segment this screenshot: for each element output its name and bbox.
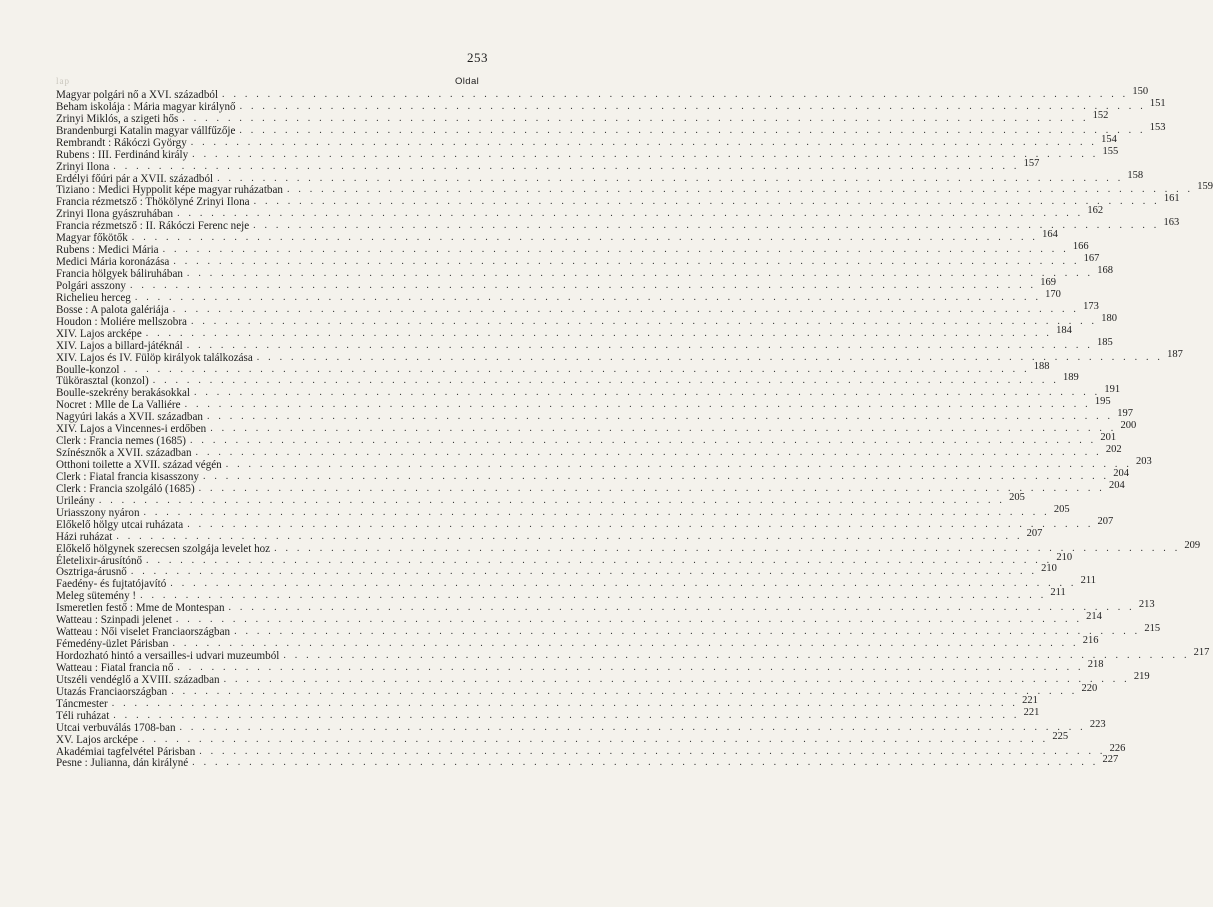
dot-leader: . . . . . . . . . . . . . . . . . . . . . . . . . . . . . . . . . . . . . . . . . . . . . . . . . . . . . . . . . . . . . . . . . . . . . . . . . . . . . . . . — [223, 673, 1130, 685]
toc-entry-title: Francia rézmetsző : II. Rákóczi Ferenc neje — [56, 220, 250, 233]
toc-entry — [56, 408, 1133, 424]
toc-entry-title: Zrinyi Ilona — [56, 160, 110, 173]
toc-entry-page: 161 — [1163, 193, 1180, 205]
toc-entry-page: 153 — [1149, 121, 1166, 133]
toc-entry-page: 151 — [1149, 97, 1166, 109]
dot-leader: . . . . . . . . . . . . . . . . . . . . . . . . . . . . . . . . . . . . . . . . . . . . . . . . . . . . . . . . . . . . . . . . . . . . . . . . . . . . . . . . — [228, 602, 1135, 614]
toc-entry-title: Boulle-konzol — [56, 363, 120, 376]
toc-entry-page: 223 — [1089, 718, 1106, 730]
toc-entry-page: 155 — [1102, 145, 1119, 157]
toc-entry-title: Hordozható hintó a versailles-i udvari muzeumból — [56, 650, 280, 662]
toc-entry — [56, 742, 1126, 758]
dot-leader: . . . . . . . . . . . . . . . . . . . . . . . . . . . . . . . . . . . . . . . . . . . . . . . . . . . . . . . . . . . . . . . . . . . . . . . . . . . . . . . . — [195, 447, 1102, 459]
toc-entry — [56, 682, 1098, 698]
toc-entry-page: 204 — [1108, 479, 1125, 491]
toc-entry-page: 180 — [1101, 312, 1117, 324]
dot-leader: . . . . . . . . . . . . . . . . . . . . . . . . . . . . . . . . . . . . . . . . . . . . . . . . . . . . . . . . . . . . . . . . . . . . . . . . . . . . . . . . — [202, 470, 1110, 482]
toc-entry-title: Clerk : Francia szolgáló (1685) — [56, 482, 195, 495]
toc-entry — [56, 300, 1099, 316]
dot-leader: . . . . . . . . . . . . . . . . . . . . . . . . . . . . . . . . . . . . . . . . . . . . . . . . . . . . . . . . . . . . . . . . . . . . . . . . . . . . . . . . — [190, 136, 1098, 148]
dot-leader: . . . . . . . . . . . . . . . . . . . . . . . . . . . . . . . . . . . . . . . . . . . . . . . . . . . . . . . . . . . . . . . . . . . . . . . . . . . . . . . . — [253, 196, 1160, 208]
toc-entry-page: 216 — [1082, 635, 1099, 647]
toc-entry-title: Faedény- és fujtatójavító — [56, 578, 167, 591]
toc-entry — [56, 157, 1040, 173]
toc-entry-title: Magyar polgári nő a XVI. századból — [56, 88, 219, 101]
toc-entry-page: 163 — [1163, 217, 1180, 229]
dot-leader: . . . . . . . . . . . . . . . . . . . . . . . . . . . . . . . . . . . . . . . . . . . . . . . . . . . . . . . . . . . . . . . . . . . . . . . . . . . . . . . . — [134, 291, 1042, 303]
toc-entry — [56, 336, 1113, 352]
dot-leader: . . . . . . . . . . . . . . . . . . . . . . . . . . . . . . . . . . . . . . . . . . . . . . . . . . . . . . . . . . . . . . . . . . . . . . . . . . . . . . . . — [210, 423, 1117, 435]
toc-entry — [56, 587, 1066, 603]
toc-entry — [56, 718, 1106, 734]
toc-entry-title: Zrinyi Ilona gyászruhában — [56, 208, 174, 221]
toc-entry-title: Watteau : Szinpadi jelenet — [56, 614, 172, 627]
dot-leader: . . . . . . . . . . . . . . . . . . . . . . . . . . . . . . . . . . . . . . . . . . . . . . . . . . . . . . . . . . . . . . . . . . . . . . . . . . . . . . . . — [113, 160, 1020, 172]
toc-entry — [56, 109, 1109, 125]
toc-entry-page: 184 — [1056, 324, 1072, 336]
toc-entry-page: 214 — [1086, 611, 1102, 623]
toc-entry — [56, 145, 1119, 161]
toc-entry-title: Akadémiai tagfelvétel Párisban — [56, 745, 196, 758]
toc-entry-page: 218 — [1087, 658, 1104, 670]
toc-entry — [56, 276, 1057, 292]
toc-entry-title: Utszéli vendéglő a XVIII. században — [56, 673, 220, 686]
dot-leader: . . . . . . . . . . . . . . . . . . . . . . . . . . . . . . . . . . . . . . . . . . . . . . . . . . . . . . . . . . . . . . . . . . . . . . . . . . . . . . . . — [175, 614, 1083, 626]
toc-entry — [56, 348, 1183, 364]
dot-leader: . . . . . . . . . . . . . . . . . . . . . . . . . . . . . . . . . . . . . . . . . . . . . . . . . . . . . . . . . . . . . . . . . . . . . . . . . . . . . . . . — [286, 184, 1194, 196]
toc-entry — [56, 169, 1144, 185]
toc-entry-title: Nocret : Mlle de La Valliére — [56, 399, 181, 412]
toc-entry — [56, 515, 1114, 531]
toc-entry-page: 220 — [1081, 682, 1098, 694]
toc-entry-title: Boulle-szekrény berakásokkal — [56, 387, 190, 400]
toc-entry — [56, 85, 1149, 101]
toc-entry-title: Urileány — [56, 494, 95, 507]
faint-mark: lap — [56, 76, 70, 86]
toc-entry-page: 162 — [1087, 205, 1104, 217]
toc-entry-title: Francia hölgyek báliruhában — [56, 268, 183, 280]
dot-leader: . . . . . . . . . . . . . . . . . . . . . . . . . . . . . . . . . . . . . . . . . . . . . . . . . . . . . . . . . . . . . . . . . . . . . . . . . . . . . . . . — [179, 721, 1086, 733]
toc-entry — [56, 181, 1213, 197]
toc-entry-page: 213 — [1138, 599, 1155, 611]
toc-entry-title: XIV. Lajos a billard-játéknál — [56, 339, 183, 352]
toc-entry-page: 191 — [1104, 384, 1121, 396]
toc-list — [56, 85, 1213, 770]
toc-entry-page: 188 — [1033, 360, 1050, 372]
toc-entry-title: Utazás Franciaországban — [56, 685, 168, 698]
toc-entry-page: 200 — [1120, 420, 1137, 432]
dot-leader: . . . . . . . . . . . . . . . . . . . . . . . . . . . . . . . . . . . . . . . . . . . . . . . . . . . . . . . . . . . . . . . . . . . . . . . . . . . . . . . . — [171, 685, 1078, 697]
toc-entry-title: Nagyúri lakás a XVII. században — [56, 411, 203, 424]
toc-entry — [56, 97, 1166, 113]
toc-entry — [56, 396, 1111, 412]
dot-leader: . . . . . . . . . . . . . . . . . . . . . . . . . . . . . . . . . . . . . . . . . . . . . . . . . . . . . . . . . . . . . . . . . . . . . . . . . . . . . . . . — [222, 88, 1129, 100]
toc-entry-page: 215 — [1144, 623, 1161, 635]
toc-entry-title: Meleg sütemény ! — [56, 590, 137, 603]
toc-entry-page: 166 — [1072, 241, 1089, 253]
toc-entry — [56, 193, 1180, 209]
toc-entry-title: Pesne : Julianna, dán királyné — [56, 757, 189, 770]
toc-entry — [56, 420, 1137, 436]
toc-entry-page: 207 — [1026, 527, 1043, 539]
dot-leader: . . . . . . . . . . . . . . . . . . . . . . . . . . . . . . . . . . . . . . . . . . . . . . . . . . . . . . . . . . . . . . . . . . . . . . . . . . . . . . . . — [239, 100, 1146, 112]
toc-entry — [56, 647, 1210, 662]
toc-entry — [56, 288, 1061, 304]
dot-leader: . . . . . . . . . . . . . . . . . . . . . . . . . . . . . . . . . . . . . . . . . . . . . . . . . . . . . . . . . . . . . . . . . . . . . . . . . . . . . . . . — [190, 435, 1097, 447]
toc-entry — [56, 527, 1043, 543]
toc-entry-title: Uriasszony nyáron — [56, 506, 140, 519]
toc-entry-page: 152 — [1092, 109, 1109, 121]
toc-entry — [56, 121, 1166, 137]
toc-entry-title: Zrinyi Miklós, a szigeti hős — [56, 112, 179, 125]
toc-entry-title: Fémedény-üzlet Párisban — [56, 638, 169, 651]
toc-entry-title: Ismeretlen festő : Mme de Montespan — [56, 602, 225, 615]
toc-entry-page: 227 — [1102, 754, 1119, 766]
toc-entry-page: 168 — [1097, 265, 1113, 276]
toc-entry — [56, 360, 1050, 376]
toc-entry-page: 154 — [1101, 133, 1117, 145]
toc-entry-title: XIV. Lajos a Vincennes-i erdőben — [56, 423, 207, 436]
toc-entry — [56, 611, 1102, 627]
toc-entry — [56, 217, 1180, 233]
page-column-header: Oldal — [455, 76, 480, 87]
toc-entry-title: Téli ruházat — [56, 709, 110, 722]
toc-entry-title: Otthoni toilette a XVII. század végén — [56, 459, 222, 471]
dot-leader: . . . . . . . . . . . . . . . . . . . . . . . . . . . . . . . . . . . . . . . . . . . . . . . . . . . . . . . . . . . . . . . . . . . . . . . . . . . . . . . . — [152, 375, 1060, 387]
toc-entry-page: 157 — [1023, 157, 1040, 169]
toc-entry-title: XV. Lajos arcképe — [56, 733, 139, 746]
page-number: 253 — [467, 50, 488, 65]
toc-entry — [56, 491, 1025, 507]
dot-leader: . . . . . . . . . . . . . . . . . . . . . . . . . . . . . . . . . . . . . . . . . . . . . . . . . . . . . . . . . . . . . . . . . . . . . . . . . . . . . . . . — [145, 327, 1053, 339]
toc-entry — [56, 539, 1201, 555]
toc-entry-title: Brandenburgi Katalin magyar vállfűzője — [56, 124, 236, 137]
toc-entry-page: 221 — [1023, 706, 1040, 718]
toc-entry — [56, 706, 1040, 722]
toc-entry — [56, 265, 1113, 280]
toc-entry-page: 225 — [1052, 730, 1069, 742]
toc-entry — [56, 384, 1121, 400]
toc-entry-title: Francia rézmetsző : Thökölyné Zrinyi Ilona — [56, 196, 250, 209]
toc-entry-page: 167 — [1083, 253, 1100, 265]
toc-entry — [56, 456, 1152, 471]
toc-entry — [56, 623, 1161, 639]
dot-leader: . . . . . . . . . . . . . . . . . . . . . . . . . . . . . . . . . . . . . . . . . . . . . . . . . . . . . . . . . . . . . . . . . . . . . . . . . . . . . . . . — [182, 112, 1089, 124]
toc-entry-page: 195 — [1094, 396, 1111, 408]
toc-entry — [56, 635, 1099, 651]
toc-entry-title: Polgári asszony — [56, 279, 126, 292]
toc-entry-title: Rubens : III. Ferdinánd király — [56, 148, 189, 161]
dot-leader: . . . . . . . . . . . . . . . . . . . . . . . . . . . . . . . . . . . . . . . . . . . . . . . . . . . . . . . . . . . . . . . . . . . . . . . . . . . . . . . . — [172, 303, 1080, 315]
toc-entry-page: 201 — [1100, 432, 1117, 444]
toc-entry — [56, 694, 1038, 710]
toc-entry — [56, 372, 1079, 388]
dot-leader: . . . . . . . . . . . . . . . . . . . . . . . . . . . . . . . . . . . . . . . . . . . . . . . . . . . . . . . . . . . . . . . . . . . . . . . . . . . . . . . . — [198, 482, 1105, 494]
toc-entry-title: Utcai verbuválás 1708-ban — [56, 721, 176, 734]
toc-entry-page: 207 — [1097, 515, 1114, 527]
dot-leader: . . . . . . . . . . . . . . . . . . . . . . . . . . . . . . . . . . . . . . . . . . . . . . . . . . . . . . . . . . . . . . . . . . . . . . . . . . . . . . . . — [143, 506, 1050, 518]
dot-leader: . . . . . . . . . . . . . . . . . . . . . . . . . . . . . . . . . . . . . . . . . . . . . . . . . . . . . . . . . . . . . . . . . . . . . . . . . . . . . . . . — [98, 494, 1006, 506]
dot-leader: . . . . . . . . . . . . . . . . . . . . . . . . . . . . . . . . . . . . . . . . . . . . . . . . . . . . . . . . . . . . . . . . . . . . . . . . . . . . . . . . — [184, 399, 1091, 411]
toc-entry-title: Rembrandt : Rákóczi György — [56, 136, 187, 149]
toc-entry-page: 189 — [1063, 372, 1079, 384]
toc-entry — [56, 467, 1130, 483]
dot-leader: . . . . . . . . . . . . . . . . . . . . . . . . . . . . . . . . . . . . . . . . . . . . . . . . . . . . . . . . . . . . . . . . . . . . . . . . . . . . . . . . — [186, 339, 1094, 351]
dot-leader: . . . . . . . . . . . . . . . . . . . . . . . . . . . . . . . . . . . . . . . . . . . . . . . . . . . . . . . . . . . . . . . . . . . . . . . . . . . . . . . . — [129, 279, 1037, 291]
toc-entry-title: Házi ruházat — [56, 530, 113, 543]
toc-entry-page: 197 — [1117, 408, 1133, 420]
toc-entry-title: Táncmester — [56, 697, 108, 710]
toc-entry-title: Tiziano : Medici Hyppolit képe magyar ruházatban — [56, 184, 283, 197]
toc-entry — [56, 575, 1096, 591]
dot-leader: . . . . . . . . . . . . . . . . . . . . . . . . . . . . . . . . . . . . . . . . . . . . . . . . . . . . . . . . . . . . . . . . . . . . . . . . . . . . . . . . — [146, 554, 1053, 566]
dot-leader: . . . . . . . . . . . . . . . . . . . . . . . . . . . . . . . . . . . . . . . . . . . . . . . . . . . . . . . . . . . . . . . . . . . . . . . . . . . . . . . . — [123, 363, 1030, 375]
dot-leader: . . . . . . . . . . . . . . . . . . . . . . . . . . . . . . . . . . . . . . . . . . . . . . . . . . . . . . . . . . . . . . . . . . . . . . . . . . . . . . . . — [192, 148, 1099, 160]
dot-leader: . . . . . . . . . . . . . . . . . . . . . . . . . . . . . . . . . . . . . . . . . . . . . . . . . . . . . . . . . . . . . . . . . . . . . . . . . . . . . . . . — [177, 208, 1084, 220]
toc-entry-page: 185 — [1097, 336, 1113, 348]
toc-entry-page: 173 — [1083, 300, 1099, 312]
toc-entry — [56, 658, 1104, 674]
toc-entry-page: 169 — [1040, 276, 1057, 288]
toc-entry — [56, 432, 1117, 448]
toc-entry-title: Előkelő hölgy utcai ruházata — [56, 518, 184, 531]
toc-entry-page: 211 — [1080, 575, 1096, 587]
toc-entry-page: 170 — [1045, 288, 1061, 300]
dot-leader: . . . . . . . . . . . . . . . . . . . . . . . . . . . . . . . . . . . . . . . . . . . . . . . . . . . . . . . . . . . . . . . . . . . . . . . . . . . . . . . . — [162, 244, 1069, 256]
toc-entry — [56, 229, 1058, 245]
toc-entry-title: Bosse : A palota galériája — [56, 303, 169, 316]
toc-entry-title: Előkelő hölgynek szerecsen szolgája levelet hoz — [56, 542, 271, 555]
toc-entry-title: Életelixir-árusítónő — [56, 554, 143, 567]
toc-entry-title: Erdélyi főúri pár a XVII. századból — [56, 172, 214, 185]
toc-entry — [56, 730, 1069, 746]
dot-leader: . . . . . . . . . . . . . . . . . . . . . . . . . . . . . . . . . . . . . . . . . . . . . . . . . . . . . . . . . . . . . . . . . . . . . . . . . . . . . . . . — [253, 220, 1160, 232]
toc-entry-title: Clerk : Fiatal francia kisasszony — [56, 470, 199, 483]
toc-entry-page: 221 — [1022, 694, 1038, 706]
dot-leader: . . . . . . . . . . . . . . . . . . . . . . . . . . . . . . . . . . . . . . . . . . . . . . . . . . . . . . . . . . . . . . . . . . . . . . . . . . . . . . . . — [173, 256, 1080, 268]
dot-leader: . . . . . . . . . . . . . . . . . . . . . . . . . . . . . . . . . . . . . . . . . . . . . . . . . . . . . . . . . . . . . . . . . . . . . . . . . . . . . . . . — [190, 315, 1098, 327]
toc-entry-page: 203 — [1136, 456, 1152, 467]
toc-entry-title: Houdon : Moliére mellszobra — [56, 315, 187, 328]
dot-leader: . . . . . . . . . . . . . . . . . . . . . . . . . . . . . . . . . . . . . . . . . . . . . . . . . . . . . . . . . . . . . . . . . . . . . . . . . . . . . . . . — [177, 661, 1084, 673]
dot-leader: . . . . . . . . . . . . . . . . . . . . . . . . . . . . . . . . . . . . . . . . . . . . . . . . . . . . . . . . . . . . . . . . . . . . . . . . . . . . . . . . — [140, 590, 1047, 602]
toc-entry — [56, 312, 1117, 328]
toc-entry-page: 204 — [1113, 467, 1130, 479]
toc-entry — [56, 205, 1104, 221]
toc-entry-page: 209 — [1184, 539, 1201, 551]
toc-entry-page: 187 — [1167, 348, 1183, 360]
toc-entry-title: Osztriga-árusnő — [56, 566, 127, 579]
toc-entry-page: 217 — [1193, 647, 1210, 658]
toc-entry-title: Színésznők a XVII. században — [56, 447, 192, 460]
toc-entry — [56, 563, 1057, 579]
dot-leader: . . . . . . . . . . . . . . . . . . . . . . . . . . . . . . . . . . . . . . . . . . . . . . . . . . . . . . . . . . . . . . . . . . . . . . . . . . . . . . . . — [130, 566, 1038, 578]
dot-leader: . . . . . . . . . . . . . . . . . . . . . . . . . . . . . . . . . . . . . . . . . . . . . . . . . . . . . . . . . . . . . . . . . . . . . . . . . . . . . . . . — [283, 650, 1190, 661]
toc-entry-title: Medici Mária koronázása — [56, 256, 170, 269]
dot-leader: . . . . . . . . . . . . . . . . . . . . . . . . . . . . . . . . . . . . . . . . . . . . . . . . . . . . . . . . . . . . . . . . . . . . . . . . . . . . . . . . — [187, 518, 1094, 530]
toc-entry — [56, 324, 1072, 340]
dot-leader: . . . . . . . . . . . . . . . . . . . . . . . . . . . . . . . . . . . . . . . . . . . . . . . . . . . . . . . . . . . . . . . . . . . . . . . . . . . . . . . . — [172, 638, 1079, 650]
dot-leader: . . . . . . . . . . . . . . . . . . . . . . . . . . . . . . . . . . . . . . . . . . . . . . . . . . . . . . . . . . . . . . . . . . . . . . . . . . . . . . . . — [194, 387, 1101, 399]
toc-entry-title: Clerk : Francia nemes (1685) — [56, 435, 187, 448]
dot-leader: . . . . . . . . . . . . . . . . . . . . . . . . . . . . . . . . . . . . . . . . . . . . . . . . . . . . . . . . . . . . . . . . . . . . . . . . . . . . . . . . — [142, 733, 1049, 745]
toc-entry — [56, 253, 1100, 269]
dot-leader: . . . . . . . . . . . . . . . . . . . . . . . . . . . . . . . . . . . . . . . . . . . . . . . . . . . . . . . . . . . . . . . . . . . . . . . . . . . . . . . . — [206, 411, 1114, 423]
dot-leader: . . . . . . . . . . . . . . . . . . . . . . . . . . . . . . . . . . . . . . . . . . . . . . . . . . . . . . . . . . . . . . . . . . . . . . . . . . . . . . . . — [116, 530, 1023, 542]
toc-entry-title: Watteau : Fiatal francia nő — [56, 661, 174, 674]
dot-leader: . . . . . . . . . . . . . . . . . . . . . . . . . . . . . . . . . . . . . . . . . . . . . . . . . . . . . . . . . . . . . . . . . . . . . . . . . . . . . . . . — [192, 757, 1099, 769]
toc-entry-page: 164 — [1042, 229, 1058, 241]
toc-entry-page: 211 — [1050, 587, 1066, 599]
toc-entry-title: Rubens : Medici Mária — [56, 244, 159, 257]
dot-leader: . . . . . . . . . . . . . . . . . . . . . . . . . . . . . . . . . . . . . . . . . . . . . . . . . . . . . . . . . . . . . . . . . . . . . . . . . . . . . . . . — [225, 459, 1133, 470]
toc-entry — [56, 670, 1150, 686]
dot-leader: . . . . . . . . . . . . . . . . . . . . . . . . . . . . . . . . . . . . . . . . . . . . . . . . . . . . . . . . . . . . . . . . . . . . . . . . . . . . . . . . — [234, 626, 1141, 638]
dot-leader: . . . . . . . . . . . . . . . . . . . . . . . . . . . . . . . . . . . . . . . . . . . . . . . . . . . . . . . . . . . . . . . . . . . . . . . . . . . . . . . . — [131, 232, 1039, 244]
toc-entry-title: XIV. Lajos arcképe — [56, 327, 142, 340]
toc-entry — [56, 551, 1073, 567]
toc-entry-title: Richelieu herceg — [56, 291, 131, 304]
toc-entry — [56, 133, 1117, 149]
dot-leader: . . . . . . . . . . . . . . . . . . . . . . . . . . . . . . . . . . . . . . . . . . . . . . . . . . . . . . . . . . . . . . . . . . . . . . . . . . . . . . . . — [186, 268, 1094, 279]
toc-entry-title: Beham iskolája : Mária magyar királynő — [56, 100, 236, 113]
toc-entry — [56, 444, 1122, 460]
toc-entry-page: 210 — [1041, 563, 1057, 575]
toc-entry-page: 158 — [1127, 169, 1144, 181]
toc-entry-page: 226 — [1109, 742, 1126, 754]
toc-entry — [56, 599, 1155, 615]
toc-entry — [56, 754, 1119, 770]
dot-leader: . . . . . . . . . . . . . . . . . . . . . . . . . . . . . . . . . . . . . . . . . . . . . . . . . . . . . . . . . . . . . . . . . . . . . . . . . . . . . . . . — [239, 124, 1146, 136]
toc-entry-page: 210 — [1056, 551, 1073, 563]
toc-entry — [56, 479, 1125, 495]
dot-leader: . . . . . . . . . . . . . . . . . . . . . . . . . . . . . . . . . . . . . . . . . . . . . . . . . . . . . . . . . . . . . . . . . . . . . . . . . . . . . . . . — [274, 542, 1181, 554]
toc-entry-title: Magyar főkötők — [56, 232, 128, 245]
toc-entry-title: Tükörasztal (konzol) — [56, 375, 149, 388]
toc-entry-page: 202 — [1105, 444, 1122, 456]
dot-leader: . . . . . . . . . . . . . . . . . . . . . . . . . . . . . . . . . . . . . . . . . . . . . . . . . . . . . . . . . . . . . . . . . . . . . . . . . . . . . . . . — [217, 172, 1124, 184]
toc-entry-page: 219 — [1133, 670, 1150, 682]
dot-leader: . . . . . . . . . . . . . . . . . . . . . . . . . . . . . . . . . . . . . . . . . . . . . . . . . . . . . . . . . . . . . . . . . . . . . . . . . . . . . . . . — [256, 351, 1164, 363]
toc-entry-page: 150 — [1132, 85, 1149, 97]
toc-entry-page: 159 — [1197, 181, 1213, 193]
dot-leader: . . . . . . . . . . . . . . . . . . . . . . . . . . . . . . . . . . . . . . . . . . . . . . . . . . . . . . . . . . . . . . . . . . . . . . . . . . . . . . . . — [111, 697, 1019, 709]
toc-entry-page: 205 — [1053, 503, 1070, 515]
toc-entry — [56, 241, 1089, 257]
dot-leader: . . . . . . . . . . . . . . . . . . . . . . . . . . . . . . . . . . . . . . . . . . . . . . . . . . . . . . . . . . . . . . . . . . . . . . . . . . . . . . . . — [113, 709, 1020, 721]
toc-entry-title: XIV. Lajos és IV. Fülöp királyok találkozása — [56, 351, 253, 364]
toc-entry-page: 205 — [1009, 491, 1025, 503]
dot-leader: . . . . . . . . . . . . . . . . . . . . . . . . . . . . . . . . . . . . . . . . . . . . . . . . . . . . . . . . . . . . . . . . . . . . . . . . . . . . . . . . — [199, 745, 1106, 757]
toc-entry — [56, 503, 1070, 519]
toc-entry-title: Watteau : Női viselet Franciaországban — [56, 626, 231, 639]
dot-leader: . . . . . . . . . . . . . . . . . . . . . . . . . . . . . . . . . . . . . . . . . . . . . . . . . . . . . . . . . . . . . . . . . . . . . . . . . . . . . . . . — [170, 578, 1077, 590]
